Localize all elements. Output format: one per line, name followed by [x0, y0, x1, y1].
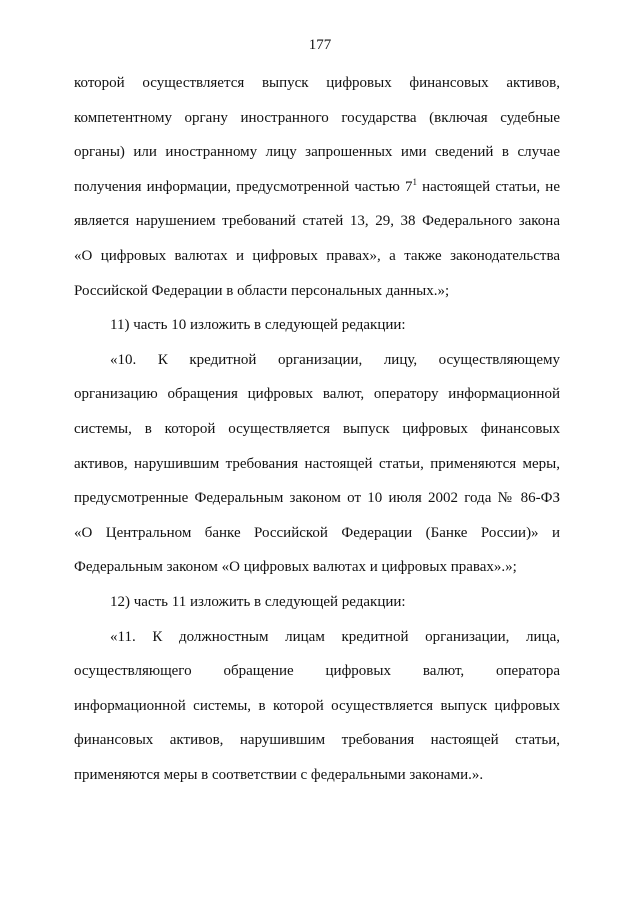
text-line: компетентному органу иностранного государства (включая судебные — [74, 109, 560, 126]
text-line: системы, в которой осуществляется выпуск цифровых финансовых — [74, 420, 560, 437]
text-line: 11) часть 10 изложить в следующей редакции: — [110, 317, 406, 334]
text-line: органы) или иностранному лицу запрошенных ими сведений в случае — [74, 144, 560, 161]
text-line: является нарушением требований статей 13, 29, 38 Федерального закона — [74, 213, 560, 230]
superscript: 1 — [412, 176, 417, 187]
text-fragment: настоящей статьи, не — [416, 178, 560, 195]
text-line: предусмотренные Федеральным законом от 10 июля 2002 года № 86-ФЗ — [74, 490, 560, 507]
text-line: применяются меры в соответствии с федеральными законами.». — [74, 766, 484, 783]
text-line: Российской Федерации в области персональных данных.»; — [74, 282, 450, 299]
text-line: осуществляющего обращение цифровых валют, оператора — [74, 663, 560, 680]
text-line: активов, нарушившим требования настоящей статьи, применяются меры, — [74, 455, 560, 472]
page-number: 177 — [308, 37, 332, 53]
text-line: «О Центральном банке Российской Федерации (Банке России)» и — [74, 524, 560, 541]
document-body — [74, 66, 560, 792]
text-line: Федеральным законом «О цифровых валютах и цифровых правах».»; — [74, 559, 517, 576]
text-line: организацию обращения цифровых валют, оператору информационной — [74, 386, 560, 403]
text-line: информационной системы, в которой осуществляется выпуск цифровых — [74, 697, 560, 714]
text-line: финансовых активов, нарушившим требования настоящей статьи, — [74, 732, 560, 749]
text-line — [74, 170, 560, 205]
text-line: «10. К кредитной организации, лицу, осуществляющему — [110, 351, 560, 368]
text-line: «11. К должностным лицам кредитной организации, лица, — [110, 628, 560, 645]
text-line: которой осуществляется выпуск цифровых финансовых активов, — [74, 75, 560, 91]
text-fragment: получения информации, предусмотренной частью 7 — [74, 178, 413, 195]
text-line: 12) часть 11 изложить в следующей редакции: — [110, 593, 406, 610]
text-line: «О цифровых валютах и цифровых правах», а также законодательства — [74, 247, 560, 264]
